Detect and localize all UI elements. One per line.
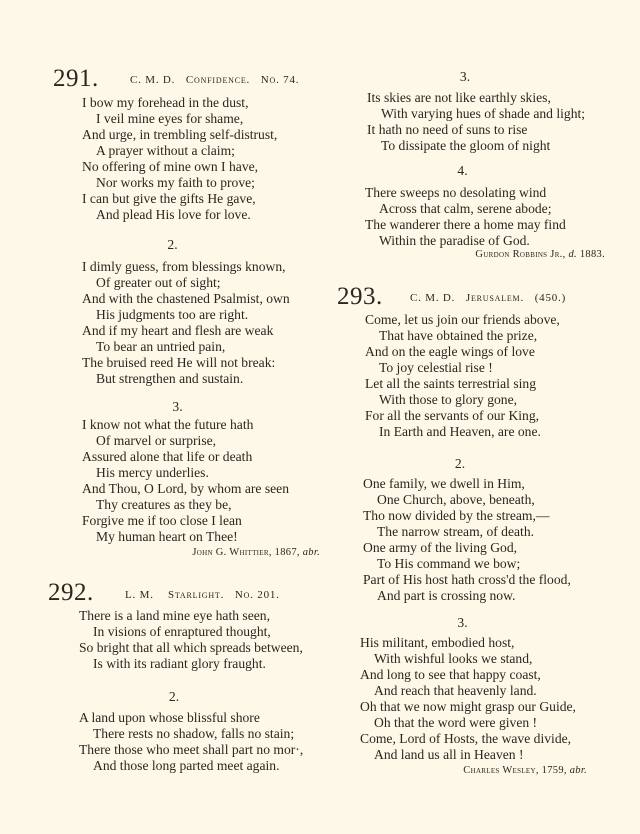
verse-line: There sweeps no desolating wind bbox=[365, 185, 547, 200]
verse-line: Its skies are not like earthly skies, bbox=[367, 90, 551, 105]
verse-line: Oh that we now might grasp our Guide, bbox=[360, 699, 576, 714]
stanza-number: 3. bbox=[172, 399, 183, 414]
stanza-number: 2. bbox=[454, 456, 466, 471]
verse-line: And those long parted meet again. bbox=[93, 758, 280, 773]
verse-line: I know not what the future hath bbox=[82, 417, 254, 432]
hymn-293-meter: C. M. D. bbox=[410, 292, 456, 304]
verse-line: To bear an untried pain, bbox=[96, 339, 226, 354]
verse-line: Assured alone that life or death bbox=[82, 449, 253, 464]
hymn-293-meta bbox=[410, 292, 566, 305]
verse-line: That have obtained the prize, bbox=[379, 328, 538, 343]
verse-line: And on the eagle wings of love bbox=[365, 344, 535, 359]
verse-line: My human heart on Thee! bbox=[96, 529, 238, 544]
verse-line: Oh that the word were given ! bbox=[374, 715, 538, 730]
verse-line: It hath no need of suns to rise bbox=[367, 122, 528, 137]
hymn-292-number: 292. bbox=[48, 579, 94, 606]
verse-line: And plead His love for love. bbox=[96, 207, 251, 222]
verse-line: To His command we bow; bbox=[377, 556, 521, 571]
verse-line: Come, Lord of Hosts, the wave divide, bbox=[360, 731, 572, 746]
verse-line: One Church, above, beneath, bbox=[377, 492, 535, 507]
stanza-number: 2. bbox=[167, 237, 178, 252]
verse-line: There those who meet shall part no mor·, bbox=[79, 742, 304, 757]
hymn-291-tune: Confidence. bbox=[185, 74, 251, 86]
stanza-number: 4. bbox=[457, 163, 468, 178]
verse-line: And urge, in trembling self-distrust, bbox=[82, 127, 278, 142]
verse-line: There rests no shadow, falls no stain; bbox=[93, 726, 295, 741]
verse-line: And land us all in Heaven ! bbox=[374, 747, 524, 762]
verse-line: Within the paradise of God. bbox=[379, 233, 530, 248]
verse-line: Come, let us join our friends above, bbox=[365, 312, 560, 327]
hymn-293-tune-number: (450.) bbox=[534, 292, 567, 304]
stanza-number: 3. bbox=[457, 615, 468, 630]
verse-line: There is a land mine eye hath seen, bbox=[79, 608, 270, 623]
hymn-291-number: 291. bbox=[53, 65, 99, 92]
verse-line: For all the servants of our King, bbox=[365, 408, 540, 423]
verse-line: Of marvel or surprise, bbox=[96, 433, 217, 448]
verse-line: I bow my forehead in the dust, bbox=[82, 95, 249, 110]
attribution-note: abr. bbox=[569, 765, 587, 776]
verse-line: Forgive me if too close I lean bbox=[82, 513, 242, 528]
hymn-292-tune-number: No. 201. bbox=[234, 589, 280, 601]
attribution-note: abr. bbox=[302, 547, 320, 558]
verse-line: With varying hues of shade and light; bbox=[381, 106, 586, 121]
verse-line: In visions of enraptured thought, bbox=[93, 624, 271, 639]
hymn-292-meter: L. M. bbox=[125, 589, 154, 601]
verse-line: And long to see that happy coast, bbox=[360, 667, 541, 682]
verse-line: Let all the saints terrestrial sing bbox=[365, 376, 537, 391]
attribution-text: John G. Whittier, 1867, bbox=[192, 547, 300, 558]
verse-line: And reach that heavenly land. bbox=[374, 683, 537, 698]
verse-line: So bright that all which spreads between, bbox=[79, 640, 303, 655]
verse-line: Of greater out of sight; bbox=[96, 275, 221, 290]
verse-line: The wanderer there a home may find bbox=[365, 217, 566, 232]
verse-line: To joy celestial rise ! bbox=[379, 360, 493, 375]
verse-line: His militant, embodied host, bbox=[360, 635, 515, 650]
verse-line: His judgments too are right. bbox=[96, 307, 249, 322]
verse-line: Nor works my faith to prove; bbox=[96, 175, 255, 190]
hymn-292-attribution bbox=[475, 248, 605, 261]
verse-line: No offering of mine own I have, bbox=[82, 159, 259, 174]
verse-line: Thy creatures as they be, bbox=[96, 497, 232, 512]
verse-line: A land upon whose blissful shore bbox=[79, 710, 260, 725]
verse-line: One family, we dwell in Him, bbox=[363, 476, 525, 491]
verse-line: And part is crossing now. bbox=[377, 588, 516, 603]
stanza-number: 3. bbox=[459, 69, 471, 84]
verse-line: But strengthen and sustain. bbox=[96, 371, 244, 386]
hymn-292-tune: Starlight. bbox=[167, 589, 225, 601]
verse-line: His mercy underlies. bbox=[96, 465, 209, 480]
hymn-291-meta bbox=[130, 74, 299, 87]
hymn-291-meter: C. M. D. bbox=[130, 74, 176, 86]
verse-line: I veil mine eyes for shame, bbox=[96, 111, 244, 126]
attribution-year: 1883. bbox=[579, 249, 605, 260]
attribution-text: Charles Wesley, 1759, bbox=[463, 765, 567, 776]
verse-line: The bruised reed He will not break: bbox=[82, 355, 276, 370]
attribution-note: d. bbox=[568, 249, 577, 260]
verse-line: And with the chastened Psalmist, own bbox=[82, 291, 290, 306]
verse-line: I can but give the gifts He gave, bbox=[82, 191, 256, 206]
attribution-text: Gurdon Robbins Jr., bbox=[475, 249, 566, 260]
verse-line: And Thou, O Lord, by whom are seen bbox=[82, 481, 290, 496]
verse-line: With wishful looks we stand, bbox=[374, 651, 533, 666]
hymn-291-attribution bbox=[192, 546, 320, 559]
hymn-292-meta bbox=[125, 589, 280, 602]
verse-line: Tho now divided by the stream,— bbox=[363, 508, 550, 523]
verse-line: And if my heart and flesh are weak bbox=[82, 323, 274, 338]
verse-line: One army of the living God, bbox=[363, 540, 518, 555]
verse-line: With those to glory gone, bbox=[379, 392, 518, 407]
hymn-291-tune-number: No. 74. bbox=[260, 74, 300, 86]
verse-line: To dissipate the gloom of night bbox=[381, 138, 551, 153]
verse-line: In Earth and Heaven, are one. bbox=[379, 424, 541, 439]
verse-line: Part of His host hath cross'd the flood, bbox=[363, 572, 571, 587]
verse-line: I dimly guess, from blessings known, bbox=[82, 259, 286, 274]
hymn-293-tune: Jerusalem. bbox=[465, 292, 525, 304]
hymn-293-attribution bbox=[463, 764, 587, 777]
hymn-293-number: 293. bbox=[337, 283, 383, 310]
verse-line: A prayer without a claim; bbox=[96, 143, 235, 158]
stanza-number: 2. bbox=[168, 689, 180, 704]
verse-line: Is with its radiant glory fraught. bbox=[93, 656, 266, 671]
verse-line: Across that calm, serene abode; bbox=[379, 201, 552, 216]
verse-line: The narrow stream, of death. bbox=[377, 524, 535, 539]
